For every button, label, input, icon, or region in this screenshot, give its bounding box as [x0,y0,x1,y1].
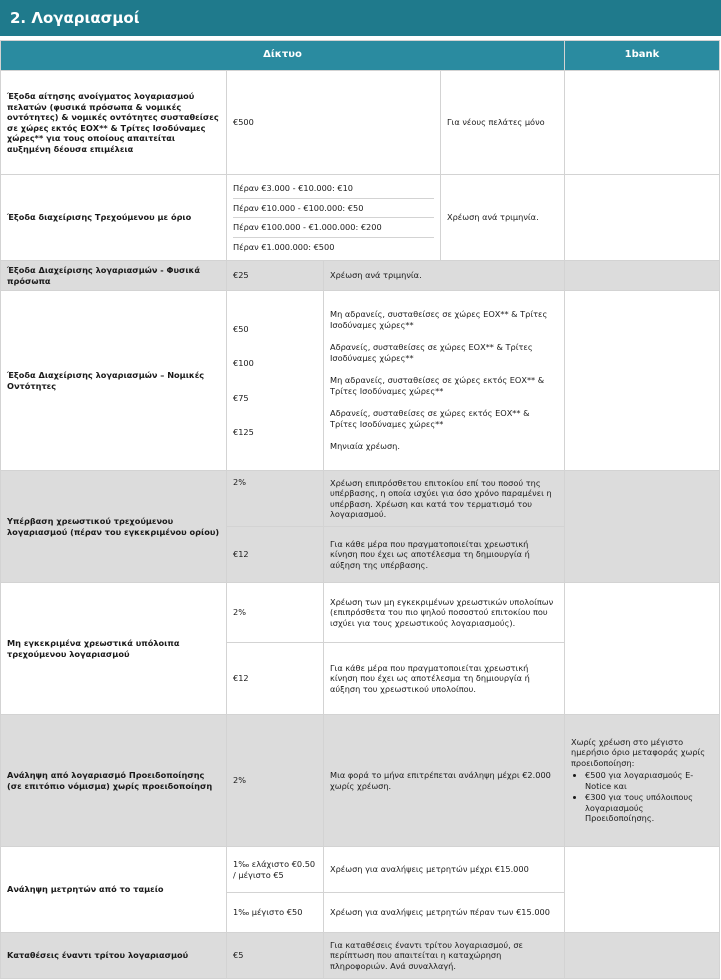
tier-item: Πέραν €10.000 - €100.000: €50 [233,199,434,219]
header-1bank: 1bank [565,41,720,71]
fee-note: Χρέωση επιπρόσθετου επιτοκίου επί του ποσού της υπέρβασης, η οποία ισχύει για όσο χρόνο παραμένει η υπέρβαση. Χρέωση και κατά τον τερματισμό του λογαριασμού. [324,471,565,527]
fee-note: Μια φορά το μήνα επιτρέπεται ανάληψη μέχρι €2.000 χωρίς χρέωση. [324,715,565,847]
tier-list [227,175,441,261]
fee-value: €12 [227,527,324,583]
fee-values [227,291,324,471]
table-row-cash-1 [1,847,720,893]
row-label: Υπέρβαση χρεωστικού τρεχούμενου λογαριασμού (πέραν του εγκεκριμένου ορίου) [1,471,227,583]
table-row-mgmt-natural [1,261,720,291]
onebank-cell [565,175,720,261]
fee-value: €25 [227,261,324,291]
fee-note: Αδρανείς, συσταθείσες σε χώρες εκτός ΕΟΧ** & Τρίτες Ισοδύναμες χώρες** [330,408,530,429]
fee-note: Μη αδρανείς, συσταθείσες σε χώρες ΕΟΧ** & Τρίτες Ισοδύναμες χώρες** [330,309,548,330]
fee-note: Χρέωση των μη εγκεκριμένων χρεωστικών υπολοίπων (επιπρόσθετα του πιο ψηλού ποσοστού επιτοκίου που ισχύει για τους χρεωστικούς λογαριασμούς). [324,583,565,643]
fee-value: €50 [233,323,249,334]
fee-value: €500 [227,71,441,175]
table-row-opening [1,71,720,175]
fee-value: €100 [233,358,254,368]
fee-note: Χρέωση ανά τριμηνία. [441,175,565,261]
row-label: Έξοδα διαχείρισης Τρεχούμενου με όριο [1,175,227,261]
fee-note: Για κάθε μέρα που πραγματοποιείται χρεωστική κίνηση που έχει ως αποτέλεσμα τη δημιουργία ή αύξηση του χρεωστικού υπολοίπου. [324,643,565,715]
onebank-cell [565,583,720,715]
fee-value: 1‰ μέγιστο €50 [227,893,324,933]
table-row-excess-1 [1,471,720,527]
table-row-mgmt-legal [1,291,720,471]
fee-notes [324,291,565,471]
fee-value: €125 [233,427,254,437]
onebank-cell [565,933,720,979]
table-row-unapproved-1 [1,583,720,643]
fee-value: €75 [233,392,249,403]
onebank-intro: Χωρίς χρέωση στο μέγιστο ημερήσιο όριο μεταφοράς χωρίς προειδοποίηση: [571,736,706,768]
fee-value: 2% [227,583,324,643]
table-row-third-party [1,933,720,979]
fee-note: Για κάθε μέρα που πραγματοποιείται χρεωστική κίνηση που έχει ως αποτέλεσμα τη δημιουργία ή αύξηση της υπέρβασης. [324,527,565,583]
table-row-withdrawal-notice [1,715,720,847]
fee-value: 2% [227,715,324,847]
list-item: • €300 για τους υπόλοιπους λογαριασμούς Προειδοποίησης. [585,792,713,824]
onebank-list [571,770,713,824]
row-label: Ανάληψη μετρητών από το ταμείο [1,847,227,933]
row-label: Έξοδα αίτησης ανοίγματος λογαριασμού πελατών (φυσικά πρόσωπα & νομικές οντότητες) & νομικές οντότητες συσταθείσες σε χώρες εκτός ΕΟΧ** & Τρίτες Ισοδύναμες χώρες** για τους οποίους απαιτείται αυξημένη δέουσα επιμέλεια [1,71,227,175]
tier-item: Πέραν €3.000 - €10.000: €10 [233,179,434,199]
onebank-cell [565,715,720,847]
fee-value: 1‰ ελάχιστο €0.50 / μέγιστο €5 [227,847,324,893]
onebank-cell [565,471,720,583]
onebank-cell [565,291,720,471]
fee-note: Χρέωση για αναλήψεις μετρητών μέχρι €15.000 [324,847,565,893]
fee-note: Για καταθέσεις έναντι τρίτου λογαριασμού, σε περίπτωση που απαιτείται η καταχώρηση πληροφοριών. Ανά συναλλαγή. [324,933,565,979]
onebank-cell [565,847,720,933]
row-label: Έξοδα Διαχείρισης λογαριασμών - Φυσικά πρόσωπα [1,261,227,291]
fee-value: €5 [227,933,324,979]
header-row [1,41,720,71]
header-diktyo: Δίκτυο [1,41,565,71]
row-label: Έξοδα Διαχείρισης λογαριασμών – Νομικές Οντότητες [1,291,227,471]
list-item: • €500 για λογαριασμούς E-Notice και [585,770,713,791]
fee-note: Μηνιαία χρέωση. [330,441,400,452]
fee-note: Αδρανείς, συσταθείσες σε χώρες ΕΟΧ** & Τρίτες Ισοδύναμες χώρες** [330,342,533,363]
tier-item: Πέραν €1.000.000: €500 [233,241,335,252]
fee-note: Για νέους πελάτες μόνο [441,71,565,175]
table-row-overdraft-mgmt [1,175,720,261]
row-label: Καταθέσεις έναντι τρίτου λογαριασμού [1,933,227,979]
section-title: 2. Λογαριασμοί [0,0,721,36]
fee-note: Μη αδρανείς, συσταθείσες σε χώρες εκτός ΕΟΧ** & Τρίτες Ισοδύναμες χώρες** [330,375,545,396]
fee-note: Χρέωση ανά τριμηνία. [324,261,565,291]
onebank-cell [565,71,720,175]
row-label: Μη εγκεκριμένα χρεωστικά υπόλοιπα τρεχούμενου λογαριασμού [1,583,227,715]
fees-table [0,40,720,979]
fee-value: €12 [227,643,324,715]
tier-item: Πέραν €100.000 - €1.000.000: €200 [233,218,434,238]
fee-value: 2% [227,471,324,527]
onebank-cell [565,261,720,291]
fee-note: Χρέωση για αναλήψεις μετρητών πέραν των €15.000 [324,893,565,933]
row-label: Ανάληψη από λογαριασμό Προειδοποίησης (σε επιτόπιο νόμισμα) χωρίς προειδοποίηση [1,715,227,847]
